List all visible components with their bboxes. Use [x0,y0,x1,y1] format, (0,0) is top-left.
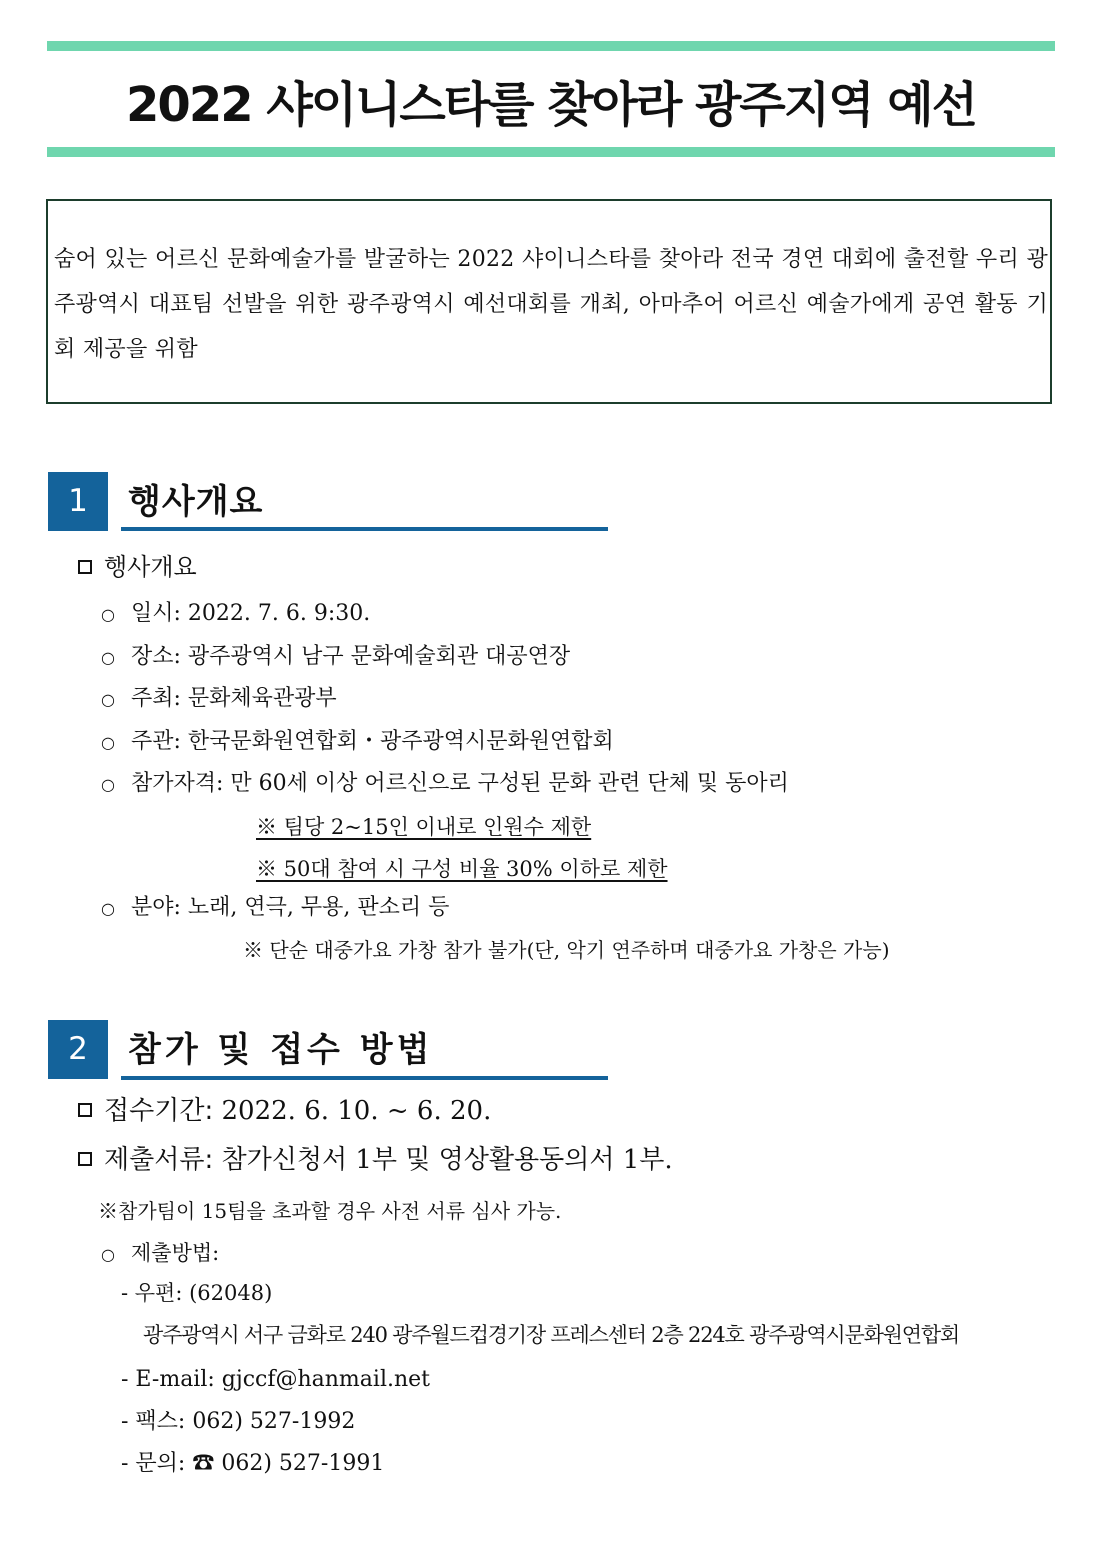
list-item: ○ 분야: 노래, 연극, 무용, 판소리 등 [101,893,449,924]
section-2-underline [121,1076,608,1080]
telephone-icon: ☎ [192,1451,215,1476]
circle-bullet-icon: ○ [101,690,115,709]
section-1-heading: 행사개요 [78,552,197,582]
submission-period: 접수기간: 2022. 6. 10. ~ 6. 20. [78,1096,491,1126]
note-review: ※참가팀이 15팀을 초과할 경우 사전 서류 심사 가능. [98,1199,562,1223]
mail-label: - 우편: (62048) [121,1281,273,1305]
intro-text: 숨어 있는 어르신 문화예술가를 발굴하는 2022 샤이니스타를 찾아라 전국 경연 대회에 출전할 우리 광주광역시 대표팀 선발을 위한 광주광역시 예선대회를 개최, 아마추어 어르신 예술가에게 공연 활동 기회 제공을 위함 [54,247,1048,362]
note-field: ※ 단순 대중가요 가창 참가 불가(단, 악기 연주하며 대중가요 가창은 가능) [243,938,890,962]
email-link[interactable]: - E-mail: gjccf@hanmail.net [121,1367,430,1392]
circle-bullet-icon: ○ [101,775,115,794]
page-title: 2022 샤이니스타를 찾아라 광주지역 예선 [126,77,976,133]
title-bottom-rule [47,147,1055,157]
note-age-ratio: ※ 50대 참여 시 구성 비율 30% 이하로 제한 [256,857,668,881]
section-2-title: 참가 및 접수 방법 [128,1030,434,1070]
section-1-title: 행사개요 [128,482,264,522]
title-top-rule [47,41,1055,51]
section-1-number: 1 [48,472,108,531]
list-item: ○ 주관: 한국문화원연합회・광주광역시문화원연합회 [101,727,614,758]
circle-bullet-icon: ○ [101,899,115,918]
fax-number: - 팩스: 062) 527-1992 [121,1409,356,1434]
mail-address: 광주광역시 서구 금화로 240 광주월드컵경기장 프레스센터 2층 224호 광주광역시문화원연합회 [143,1323,960,1347]
circle-bullet-icon: ○ [101,648,115,667]
checkbox-square-icon [78,1152,92,1166]
note-team-size: ※ 팀당 2~15인 이내로 인원수 제한 [256,815,592,839]
submission-documents: 제출서류: 참가신청서 1부 및 영상활용동의서 1부. [78,1145,673,1175]
circle-bullet-icon: ○ [101,605,115,624]
checkbox-square-icon [78,560,92,574]
list-item: ○ 장소: 광주광역시 남구 문화예술회관 대공연장 [101,642,570,673]
circle-bullet-icon: ○ [101,733,115,752]
list-item: ○ 주최: 문화체육관광부 [101,684,337,715]
inquiry-phone: - 문의: ☎ 062) 527-1991 [121,1451,385,1476]
section-1-underline [121,527,608,531]
list-item: ○ 일시: 2022. 7. 6. 9:30. [101,599,370,630]
submission-method: ○ 제출방법: [101,1238,219,1270]
list-item: ○ 참가자격: 만 60세 이상 어르신으로 구성된 문화 관련 단체 및 동아리 [101,769,789,800]
circle-bullet-icon: ○ [101,1245,115,1264]
section-2-number: 2 [48,1020,108,1079]
checkbox-square-icon [78,1103,92,1117]
